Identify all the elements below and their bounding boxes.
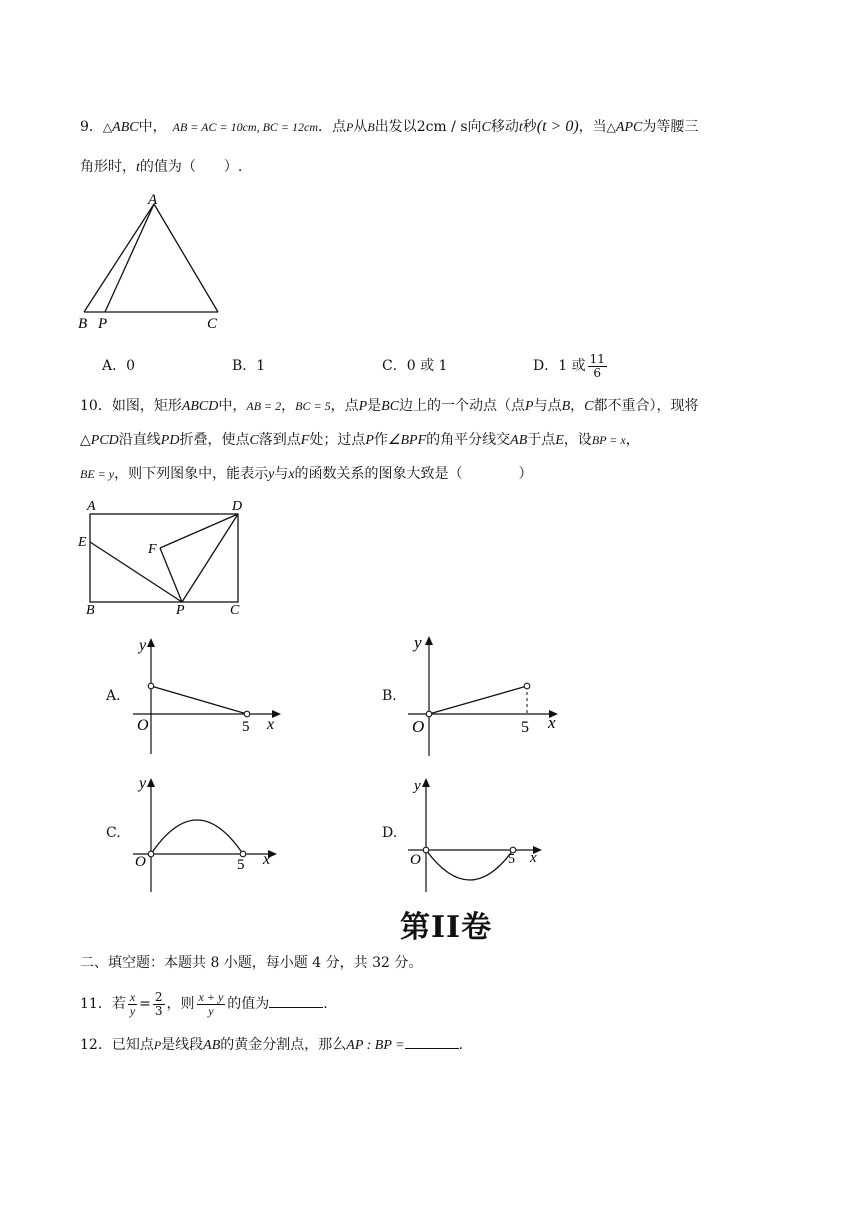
- math-text: C: [249, 433, 259, 448]
- label-P: P: [176, 603, 185, 618]
- text: 角形时，: [80, 159, 136, 175]
- label-B: B: [86, 603, 95, 618]
- graph-a-option-label: A.: [106, 688, 121, 704]
- q9-line-1: [80, 117, 698, 138]
- triangle-symbol: △: [80, 432, 91, 448]
- text: 折叠，使点: [179, 432, 250, 448]
- math-text: ∠BPF: [387, 433, 427, 448]
- q10-line-3: [80, 464, 533, 485]
- math-text: B: [367, 120, 375, 134]
- tick-5-label: 5: [237, 857, 245, 873]
- q12-line: [80, 1034, 463, 1056]
- math-text: PCD: [90, 433, 119, 448]
- math-text: 2cm / s: [416, 119, 468, 135]
- math-text: P: [346, 120, 354, 134]
- math-text: BC = 5: [295, 399, 331, 413]
- text: 为等腰三: [642, 119, 699, 135]
- fraction-2-over-3: [153, 991, 165, 1018]
- text: 都不重合），现将: [593, 398, 699, 414]
- math-text: P: [365, 433, 374, 448]
- text: 10．如图，矩形: [80, 398, 182, 414]
- label-A: A: [87, 499, 96, 514]
- text: 从: [353, 119, 368, 135]
- text: 于点: [527, 432, 556, 448]
- text: 11．若: [80, 996, 126, 1012]
- text: 是: [367, 398, 382, 414]
- math-text: F: [300, 433, 310, 448]
- q9-option-b: B．1: [232, 358, 266, 374]
- math-text: ABCD: [181, 399, 219, 414]
- label-B: B: [78, 316, 88, 332]
- math-text: BC: [381, 399, 400, 414]
- text: 向: [467, 119, 482, 135]
- text: 中，: [138, 119, 167, 135]
- text: 沿直线: [118, 432, 161, 448]
- label-F: F: [148, 542, 157, 557]
- fraction-11-6: [588, 353, 607, 380]
- text: ．点: [318, 119, 346, 135]
- math-text: ABC: [112, 120, 139, 135]
- text: ，当: [578, 119, 607, 135]
- y-axis-label: y: [414, 633, 422, 652]
- label-D: D: [232, 499, 243, 514]
- q11-line: [80, 984, 328, 1024]
- math-text: C: [481, 120, 491, 135]
- q9-option-c: C．0 或 1: [382, 358, 448, 374]
- origin-label: O: [135, 854, 146, 870]
- answer-blank[interactable]: [405, 1034, 459, 1049]
- text: 与点: [533, 398, 562, 414]
- y-axis-label: y: [414, 778, 421, 794]
- text: ，: [625, 432, 640, 448]
- origin-label: O: [412, 717, 425, 736]
- x-axis-label: x: [530, 850, 537, 866]
- math-text: AB = 2: [246, 399, 282, 413]
- math-text: AB: [203, 1038, 221, 1053]
- section-2-heading: 二、填空题：本题共 8 小题，每小题 4 分，共 32 分。: [80, 955, 423, 971]
- text: 的值为: [227, 996, 270, 1012]
- text: 的值为（ ）.: [139, 159, 243, 175]
- text: 落到点: [258, 432, 301, 448]
- q9-option-d: [533, 346, 609, 386]
- text: 中，: [218, 398, 247, 414]
- text: 边上的一个动点（点: [399, 398, 526, 414]
- math-text: AB = AC = 10cm, BC = 12cm: [172, 120, 318, 134]
- text: 秒: [522, 119, 537, 135]
- math-text: PD: [160, 433, 180, 448]
- text: 处；过点: [309, 432, 366, 448]
- text: 与: [274, 466, 289, 482]
- triangle-symbol: △: [102, 120, 113, 134]
- fraction-x-plus-y-over-y: [197, 991, 226, 1018]
- math-text: P: [525, 399, 534, 414]
- x-axis-label: x: [267, 716, 275, 733]
- label-E: E: [78, 535, 87, 550]
- text: 的黄金分割点，那么: [220, 1037, 347, 1053]
- triangle-symbol: △: [606, 120, 616, 134]
- text: 移动: [490, 119, 519, 135]
- y-axis-label: y: [139, 637, 147, 654]
- tick-5-label: 5: [508, 852, 515, 867]
- q9-number: 9．: [80, 119, 103, 135]
- denominator: 3: [154, 1003, 163, 1018]
- option-d-prefix: D．1 或: [533, 358, 586, 374]
- text: .: [323, 996, 328, 1012]
- text: ，点: [330, 398, 359, 414]
- math-text: P: [153, 1038, 162, 1052]
- label-C: C: [207, 316, 218, 332]
- numerator: 2: [154, 989, 163, 1004]
- text: .: [458, 1037, 464, 1053]
- denominator: y: [208, 1003, 214, 1018]
- origin-label: O: [137, 717, 149, 734]
- numerator: x + y: [198, 989, 224, 1004]
- numerator: 11: [589, 351, 605, 366]
- answer-blank[interactable]: [269, 993, 323, 1008]
- tick-5-label: 5: [242, 719, 250, 735]
- q10-line-2: [80, 430, 640, 451]
- text: ，则: [166, 996, 195, 1012]
- text: 作: [373, 432, 388, 448]
- denominator: 6: [593, 365, 602, 380]
- q9-option-a: A．0: [102, 358, 136, 374]
- graph-d-option-label: D.: [382, 825, 398, 841]
- text: ，: [281, 398, 296, 414]
- math-text: t: [136, 160, 140, 175]
- text: 12．已知点: [80, 1037, 154, 1053]
- q9-line-2: [80, 157, 242, 178]
- math-text: y: [268, 467, 275, 482]
- text: ，则下列图象中，能表示: [114, 466, 269, 482]
- math-text: (t > 0): [536, 118, 579, 135]
- text: 出发以: [374, 119, 417, 135]
- fraction-x-over-y: [128, 991, 137, 1018]
- math-text: P: [358, 399, 368, 414]
- section-title: 第II卷: [400, 910, 493, 945]
- math-text: E: [555, 433, 564, 448]
- y-axis-label: y: [139, 775, 147, 792]
- text: 是线段: [161, 1037, 204, 1053]
- denominator: y: [129, 1003, 136, 1018]
- math-text: x: [288, 467, 295, 482]
- math-text: BP = x: [591, 433, 626, 447]
- numerator: x: [129, 989, 136, 1004]
- graph-a: [125, 630, 290, 755]
- math-text: t: [518, 120, 523, 135]
- text: ，设: [563, 432, 592, 448]
- origin-label: O: [410, 852, 421, 868]
- q10-rectangle-figure: [72, 496, 262, 621]
- q10-line-1: [80, 396, 699, 417]
- x-axis-label: x: [263, 851, 271, 868]
- math-text: C: [584, 399, 594, 414]
- math-text: AB: [510, 433, 528, 448]
- graph-d: [400, 770, 548, 894]
- math-text: B: [561, 399, 571, 414]
- text: ，: [570, 398, 585, 414]
- equals-sign: =: [139, 996, 151, 1012]
- math-text: APC: [615, 120, 643, 135]
- text: 的函数关系的图象大致是（ ）: [294, 466, 533, 482]
- label-C: C: [230, 603, 240, 618]
- math-text: AP : BP =: [346, 1038, 405, 1053]
- text: 的角平分线交: [426, 432, 511, 448]
- q9-triangle-figure: [70, 190, 240, 335]
- graph-b: [400, 628, 568, 758]
- graph-c: [125, 770, 285, 894]
- math-text: BE = y: [80, 467, 115, 481]
- tick-5-label: 5: [521, 719, 529, 736]
- label-P: P: [98, 316, 108, 332]
- label-A: A: [148, 192, 158, 208]
- graph-c-option-label: C.: [106, 825, 121, 841]
- x-axis-label: x: [548, 713, 556, 732]
- graph-b-option-label: B.: [382, 688, 397, 704]
